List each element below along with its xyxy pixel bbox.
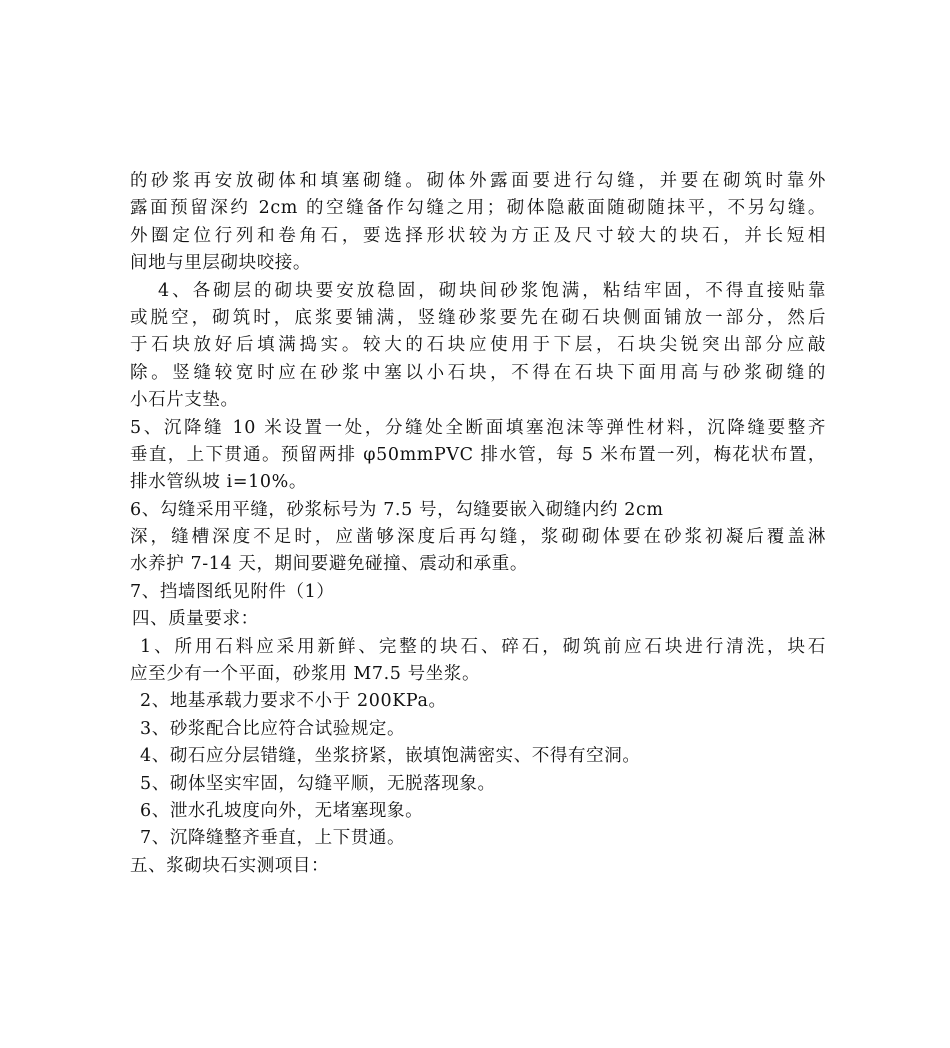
paragraph-line: 间地与里层砌块咬接。 [130,253,311,274]
paragraph-line: 小石片支垫。 [130,390,239,411]
quality-item-6: 6、泄水孔坡度向外，无堵塞现象。 [140,800,424,821]
item-6-line: 6、勾缝采用平缝，砂浆标号为 7.5 号，勾缝要嵌入砌缝内约 2cm [130,499,664,520]
section-heading-quality: 四、质量要求： [132,609,259,630]
section-heading-measurement: 五、浆砌块石实测项目： [130,855,330,876]
quality-item-1: 1、所用石料应采用新鲜、完整的块石、碎石，砌筑前应石块进行清洗，块石 [140,636,826,657]
paragraph-line: 露面预留深约 2cm 的空缝备作勾缝之用；砌体隐蔽面随砌随抹平，不另勾缝。 [130,198,826,219]
quality-item-7: 7、沉降缝整齐垂直，上下贯通。 [140,828,406,849]
document-page [130,168,830,880]
quality-item-3: 3、砂浆配合比应符合试验规定。 [140,718,406,739]
paragraph-line: 水养护 7-14 天，期间要避免碰撞、震动和承重。 [130,554,528,575]
paragraph-line: 外圈定位行列和卷角石，要选择形状较为方正及尺寸较大的块石，并长短相 [130,225,826,246]
item-5-line: 5、沉降缝 10 米设置一处，分缝处全断面填塞泡沫等弹性材料，沉降缝要整齐 [130,417,826,438]
quality-item-5: 5、砌体坚实牢固，勾缝平顺，无脱落现象。 [140,773,496,794]
paragraph-line: 除。竖缝较宽时应在砂浆中塞以小石块，不得在石块下面用高与砂浆砌缝的 [130,362,826,383]
paragraph-line: 或脱空，砌筑时，底浆要铺满，竖缝砂浆要先在砌石块侧面铺放一部分，然后 [130,307,826,328]
paragraph-line: 深，缝槽深度不足时，应凿够深度后再勾缝，浆砌砌体要在砂浆初凝后覆盖淋 [130,527,826,548]
paragraph-line: 于石块放好后填满捣实。较大的石块应使用于下层，石块尖锐突出部分应敲 [130,335,826,356]
quality-item-2: 2、地基承载力要求不小于 200KPa。 [140,691,447,712]
item-4-line: 4、各砌层的砌块要安放稳固，砌块间砂浆饱满，粘结牢固，不得直接贴靠 [158,280,826,301]
paragraph-line: 应至少有一个平面，砂浆用 M7.5 号坐浆。 [130,664,481,685]
paragraph-line: 排水管纵坡 i=10%。 [130,472,307,493]
quality-item-4: 4、砌石应分层错缝，坐浆挤紧，嵌填饱满密实、不得有空洞。 [140,746,641,767]
item-7-line: 7、挡墙图纸见附件（1） [130,581,335,602]
paragraph-line: 的砂浆再安放砌体和填塞砌缝。砌体外露面要进行勾缝，并要在砌筑时靠外 [130,171,826,191]
paragraph-line: 垂直，上下贯通。预留两排 φ50mmPVC 排水管，每 5 米布置一列，梅花状布置， [130,444,826,465]
